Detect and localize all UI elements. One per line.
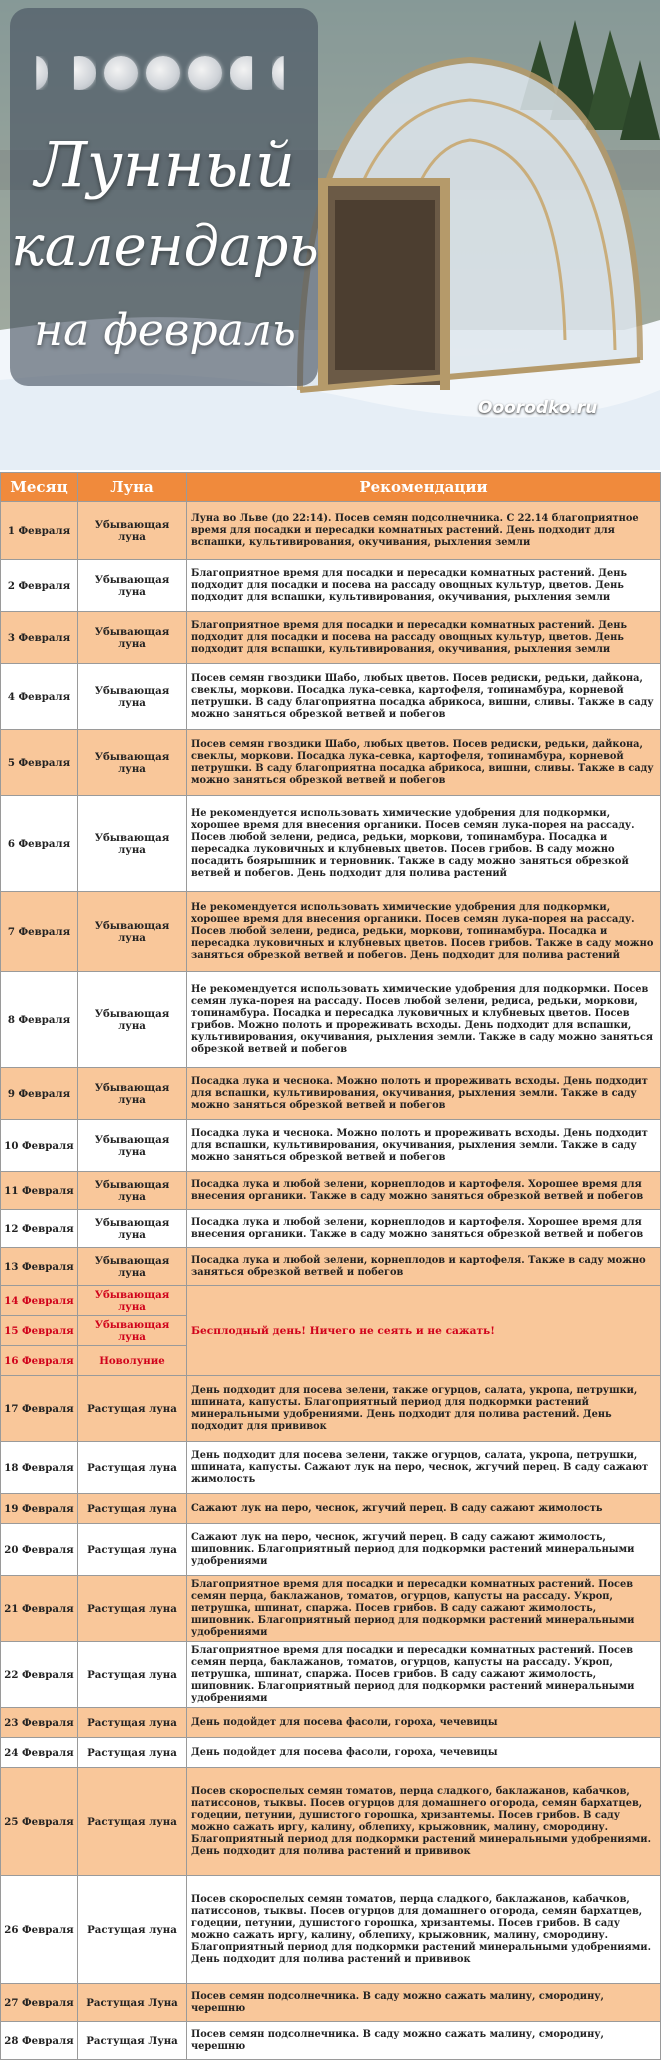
recommendation-cell: День подойдет для посева фасоли, гороха, чечевицы bbox=[187, 1738, 661, 1768]
table-row bbox=[1, 1984, 661, 2022]
moon-cell: Убывающая луна bbox=[78, 730, 187, 796]
date-cell: 15 Февраля bbox=[1, 1316, 78, 1346]
date-cell: 24 Февраля bbox=[1, 1738, 78, 1768]
moon-phase-icon bbox=[188, 56, 222, 90]
recommendation-cell: Посадка лука и любой зелени, корнеплодов и картофеля. Также в саду можно заняться обрезкой ветвей и побегов bbox=[187, 1248, 661, 1286]
table-row bbox=[1, 1524, 661, 1576]
column-header-recommendations: Рекомендации bbox=[187, 473, 661, 502]
moon-cell: Растущая луна bbox=[78, 1442, 187, 1494]
header-image bbox=[0, 0, 660, 470]
date-cell: 21 Февраля bbox=[1, 1576, 78, 1642]
table-row bbox=[1, 1876, 661, 1984]
table-row bbox=[1, 1494, 661, 1524]
moon-cell: Растущая луна bbox=[78, 1494, 187, 1524]
moon-cell: Убывающая луна bbox=[78, 664, 187, 730]
moon-cell: Растущая луна bbox=[78, 1576, 187, 1642]
date-cell: 22 Февраля bbox=[1, 1642, 78, 1708]
moon-cell: Убывающая луна bbox=[78, 1120, 187, 1172]
date-cell: 28 Февраля bbox=[1, 2022, 78, 2060]
date-cell: 12 Февраля bbox=[1, 1210, 78, 1248]
moon-cell: Убывающая луна bbox=[78, 502, 187, 560]
recommendation-cell: Посадка лука и любой зелени, корнеплодов и картофеля. Хорошее время для внесения органики. Также в саду можно заняться обрезкой ветвей и побегов bbox=[187, 1210, 661, 1248]
recommendation-cell: Посев семян гвоздики Шабо, любых цветов. Посев редиски, редьки, дайкона, свеклы, моркови. Посадка лука-севка, картофеля, топинамбура, корневой петрушки. В саду благоприятна посадка абрикоса, вишни, сливы. Также в саду можно заняться обрезкой ветвей и побегов bbox=[187, 664, 661, 730]
date-cell: 9 Февраля bbox=[1, 1068, 78, 1120]
moon-phase-icon bbox=[104, 56, 138, 90]
moon-cell: Убывающая луна bbox=[78, 1068, 187, 1120]
date-cell: 17 Февраля bbox=[1, 1376, 78, 1442]
moon-cell: Растущая луна bbox=[78, 1642, 187, 1708]
date-cell: 25 Февраля bbox=[1, 1768, 78, 1876]
recommendation-cell: Посев скороспелых семян томатов, перца сладкого, баклажанов, кабачков, патиссонов, тыквы. Посев огурцов для домашнего огорода, семян бархатцев, годеции, петунии, душистого горошка, хризантемы. Посев грибов. В саду можно сажать иргу, калину, облепиху, крыжовник, малину, смородину. Благоприятный период для подкормки растений минеральными удобрениями. День подходит для полива растений и прививок bbox=[187, 1768, 661, 1876]
table-row bbox=[1, 2022, 661, 2060]
table-row bbox=[1, 1708, 661, 1738]
table-header-row bbox=[1, 473, 661, 502]
table-row bbox=[1, 612, 661, 664]
date-cell: 4 Февраля bbox=[1, 664, 78, 730]
moon-cell: Убывающая луна bbox=[78, 1210, 187, 1248]
recommendation-cell: Посев скороспелых семян томатов, перца сладкого, баклажанов, кабачков, патиссонов, тыквы. Посев огурцов для домашнего огорода, семян бархатцев, годеции, петунии, душистого горошка, хризантемы. Посев грибов. В саду можно сажать иргу, калину, облепиху, крыжовник, малину, смородину. Благоприятный период для подкормки растений минеральными удобрениями. День подходит для полива растений и прививок bbox=[187, 1876, 661, 1984]
recommendation-cell: Благоприятное время для посадки и пересадки комнатных растений. День подходит для посадки и посева на рассаду овощных культур, цветов. День подходит для вспашки, культивирования, окучивания, рыхления земли bbox=[187, 612, 661, 664]
moon-cell: Растущая луна bbox=[78, 1876, 187, 1984]
recommendation-cell: Посадка лука и чеснока. Можно полоть и прореживать всходы. День подходит для вспашки, культивирования, окучивания, рыхления земли. Также в саду можно заняться обрезкой ветвей и побегов bbox=[187, 1120, 661, 1172]
moon-cell: Убывающая луна bbox=[78, 796, 187, 892]
recommendation-cell: Не рекомендуется использовать химические удобрения для подкормки, хорошее время для внесения органики. Посев семян лука-порея на рассаду. Посев любой зелени, редиса, редьки, моркови, топинамбура. Посадка и пересадка луковичных и клубневых цветов. Посев грибов. В саду можно посадить боярышник и терновник. Также в саду можно заняться обрезкой ветвей и побегов. День подходит для полива растений bbox=[187, 796, 661, 892]
table-row bbox=[1, 1120, 661, 1172]
title-line-2: календарь bbox=[11, 214, 319, 279]
table-row bbox=[1, 1376, 661, 1442]
moon-cell: Убывающая луна bbox=[78, 1248, 187, 1286]
table-row bbox=[1, 1768, 661, 1876]
table-row bbox=[1, 1442, 661, 1494]
table-row bbox=[1, 1172, 661, 1210]
column-header-month: Месяц bbox=[1, 473, 78, 502]
moon-cell: Растущая Луна bbox=[78, 1984, 187, 2022]
date-cell: 23 Февраля bbox=[1, 1708, 78, 1738]
table-row bbox=[1, 1210, 661, 1248]
recommendation-cell: Посев семян подсолнечника. В саду можно сажать малину, смородину, черешню bbox=[187, 1984, 661, 2022]
date-cell: 1 Февраля bbox=[1, 502, 78, 560]
table-row bbox=[1, 730, 661, 796]
date-cell: 27 Февраля bbox=[1, 1984, 78, 2022]
recommendation-cell: День подойдет для посева фасоли, гороха, чечевицы bbox=[187, 1708, 661, 1738]
moon-cell: Убывающая луна bbox=[78, 1286, 187, 1316]
date-cell: 14 Февраля bbox=[1, 1286, 78, 1316]
recommendation-cell: Сажают лук на перо, чеснок, жгучий перец. В саду сажают жимолость bbox=[187, 1494, 661, 1524]
moon-cell: Растущая луна bbox=[78, 1524, 187, 1576]
moon-cell: Убывающая луна bbox=[78, 1172, 187, 1210]
date-cell: 5 Февраля bbox=[1, 730, 78, 796]
date-cell: 8 Февраля bbox=[1, 972, 78, 1068]
table-row bbox=[1, 1248, 661, 1286]
moon-cell: Убывающая луна bbox=[78, 612, 187, 664]
date-cell: 16 Февраля bbox=[1, 1346, 78, 1376]
recommendation-cell: Сажают лук на перо, чеснок, жгучий перец. В саду сажают жимолость, шиповник. Благоприятный период для подкормки растений минеральными удобрениями bbox=[187, 1524, 661, 1576]
full-moon-icon bbox=[146, 56, 180, 90]
moon-cell: Новолуние bbox=[78, 1346, 187, 1376]
date-cell: 19 Февраля bbox=[1, 1494, 78, 1524]
moon-cell: Убывающая луна bbox=[78, 560, 187, 612]
date-cell: 3 Февраля bbox=[1, 612, 78, 664]
recommendation-cell: Посадка лука и любой зелени, корнеплодов и картофеля. Хорошее время для внесения органики. Также в саду можно заняться обрезкой ветвей и побегов bbox=[187, 1172, 661, 1210]
date-cell: 11 Февраля bbox=[1, 1172, 78, 1210]
date-cell: 20 Февраля bbox=[1, 1524, 78, 1576]
recommendation-cell: Посадка лука и чеснока. Можно полоть и прореживать всходы. День подходит для вспашки, культивирования, окучивания, рыхления земли. Также в саду можно заняться обрезкой ветвей и побегов bbox=[187, 1068, 661, 1120]
recommendation-cell: Посев семян гвоздики Шабо, любых цветов. Посев редиски, редьки, дайкона, свеклы, моркови. Посадка лука-севка, картофеля, топинамбура, корневой петрушки. В саду благоприятна посадка абрикоса, вишни, сливы. Также в саду можно заняться обрезкой ветвей и побегов bbox=[187, 730, 661, 796]
moon-cell: Растущая луна bbox=[78, 1708, 187, 1738]
table-row bbox=[1, 1068, 661, 1120]
table-row bbox=[1, 560, 661, 612]
column-header-moon: Луна bbox=[78, 473, 187, 502]
recommendation-cell: Благоприятное время для посадки и пересадки комнатных растений. День подходит для посадки и посева на рассаду овощных культур, цветов. День подходит для вспашки, культивирования, окучивания, рыхления земли bbox=[187, 560, 661, 612]
barren-days-cell: Бесплодный день! Ничего не сеять и не сажать! bbox=[187, 1286, 661, 1376]
moon-cell: Растущая Луна bbox=[78, 2022, 187, 2060]
table-row bbox=[1, 972, 661, 1068]
date-cell: 26 Февраля bbox=[1, 1876, 78, 1984]
table-row bbox=[1, 1286, 661, 1316]
table-row bbox=[1, 502, 661, 560]
recommendation-cell: Посев семян подсолнечника. В саду можно сажать малину, смородину, черешню bbox=[187, 2022, 661, 2060]
moon-cell: Убывающая луна bbox=[78, 1316, 187, 1346]
table-row bbox=[1, 664, 661, 730]
date-cell: 6 Февраля bbox=[1, 796, 78, 892]
moon-cell: Растущая луна bbox=[78, 1768, 187, 1876]
recommendation-cell: День подходит для посева зелени, также огурцов, салата, укропа, петрушки, шпината, капусты. Благоприятный период для подкормки растений минеральными удобрениями. День подходит для полива растений. День подходит для прививок bbox=[187, 1376, 661, 1442]
table-row bbox=[1, 892, 661, 972]
moon-cell: Убывающая луна bbox=[78, 892, 187, 972]
date-cell: 18 Февраля bbox=[1, 1442, 78, 1494]
date-cell: 10 Февраля bbox=[1, 1120, 78, 1172]
table-row bbox=[1, 1642, 661, 1708]
recommendation-cell: Благоприятное время для посадки и пересадки комнатных растений. Посев семян перца, баклажанов, томатов, огурцов, капусты на рассаду. Укроп, петрушка, шпинат, спаржа. Посев грибов. В саду сажают жимолость, шиповник. Благоприятный период для подкормки растений минеральными удобрениями bbox=[187, 1576, 661, 1642]
recommendation-cell: День подходит для посева зелени, также огурцов, салата, укропа, петрушки, шпината, капусты. Сажают лук на перо, чеснок, жгучий перец. В саду сажают жимолость bbox=[187, 1442, 661, 1494]
site-watermark: Ooorodko.ru bbox=[478, 398, 598, 418]
lunar-calendar-table bbox=[0, 472, 661, 2060]
table-row bbox=[1, 796, 661, 892]
title-line-3: на февраль bbox=[34, 305, 296, 356]
recommendation-cell: Не рекомендуется использовать химические удобрения для подкормки, хорошее время для внесения органики. Посев семян лука-порея на рассаду. Посев любой зелени, редиса, редьки, моркови, топинамбура. Посадка и пересадка луковичных и клубневых цветов. Посев грибов. Также в саду можно заняться обрезкой ветвей и побегов. День подходит для полива растений bbox=[187, 892, 661, 972]
date-cell: 2 Февраля bbox=[1, 560, 78, 612]
title-line-1: Лунный bbox=[35, 128, 295, 201]
moon-cell: Растущая луна bbox=[78, 1738, 187, 1768]
moon-cell: Убывающая луна bbox=[78, 972, 187, 1068]
recommendation-cell: Луна во Льве (до 22:14). Посев семян подсолнечника. С 22.14 благоприятное время для посадки и пересадки комнатных растений. День подходит для вспашки, культивирования, окучивания, рыхления земли bbox=[187, 502, 661, 560]
date-cell: 13 Февраля bbox=[1, 1248, 78, 1286]
recommendation-cell: Не рекомендуется использовать химические удобрения для подкормки. Посев семян лука-порея на рассаду. Посев любой зелени, редиса, редьки, моркови, топинамбура. Посадка и пересадка луковичных и клубневых цветов. Посев грибов. Можно полоть и прореживать всходы. День подходит для вспашки, культивирования, окучивания, рыхления земли. Также в саду можно заняться обрезкой ветвей и побегов bbox=[187, 972, 661, 1068]
table-row bbox=[1, 1738, 661, 1768]
moon-cell: Растущая луна bbox=[78, 1376, 187, 1442]
table-row bbox=[1, 1576, 661, 1642]
date-cell: 7 Февраля bbox=[1, 892, 78, 972]
recommendation-cell: Благоприятное время для посадки и пересадки комнатных растений. Посев семян перца, баклажанов, томатов, огурцов, капусты на рассаду. Укроп, петрушка, шпинат, спаржа. Посев грибов. В саду сажают жимолость, шиповник. Благоприятный период для подкормки растений минеральными удобрениями bbox=[187, 1642, 661, 1708]
